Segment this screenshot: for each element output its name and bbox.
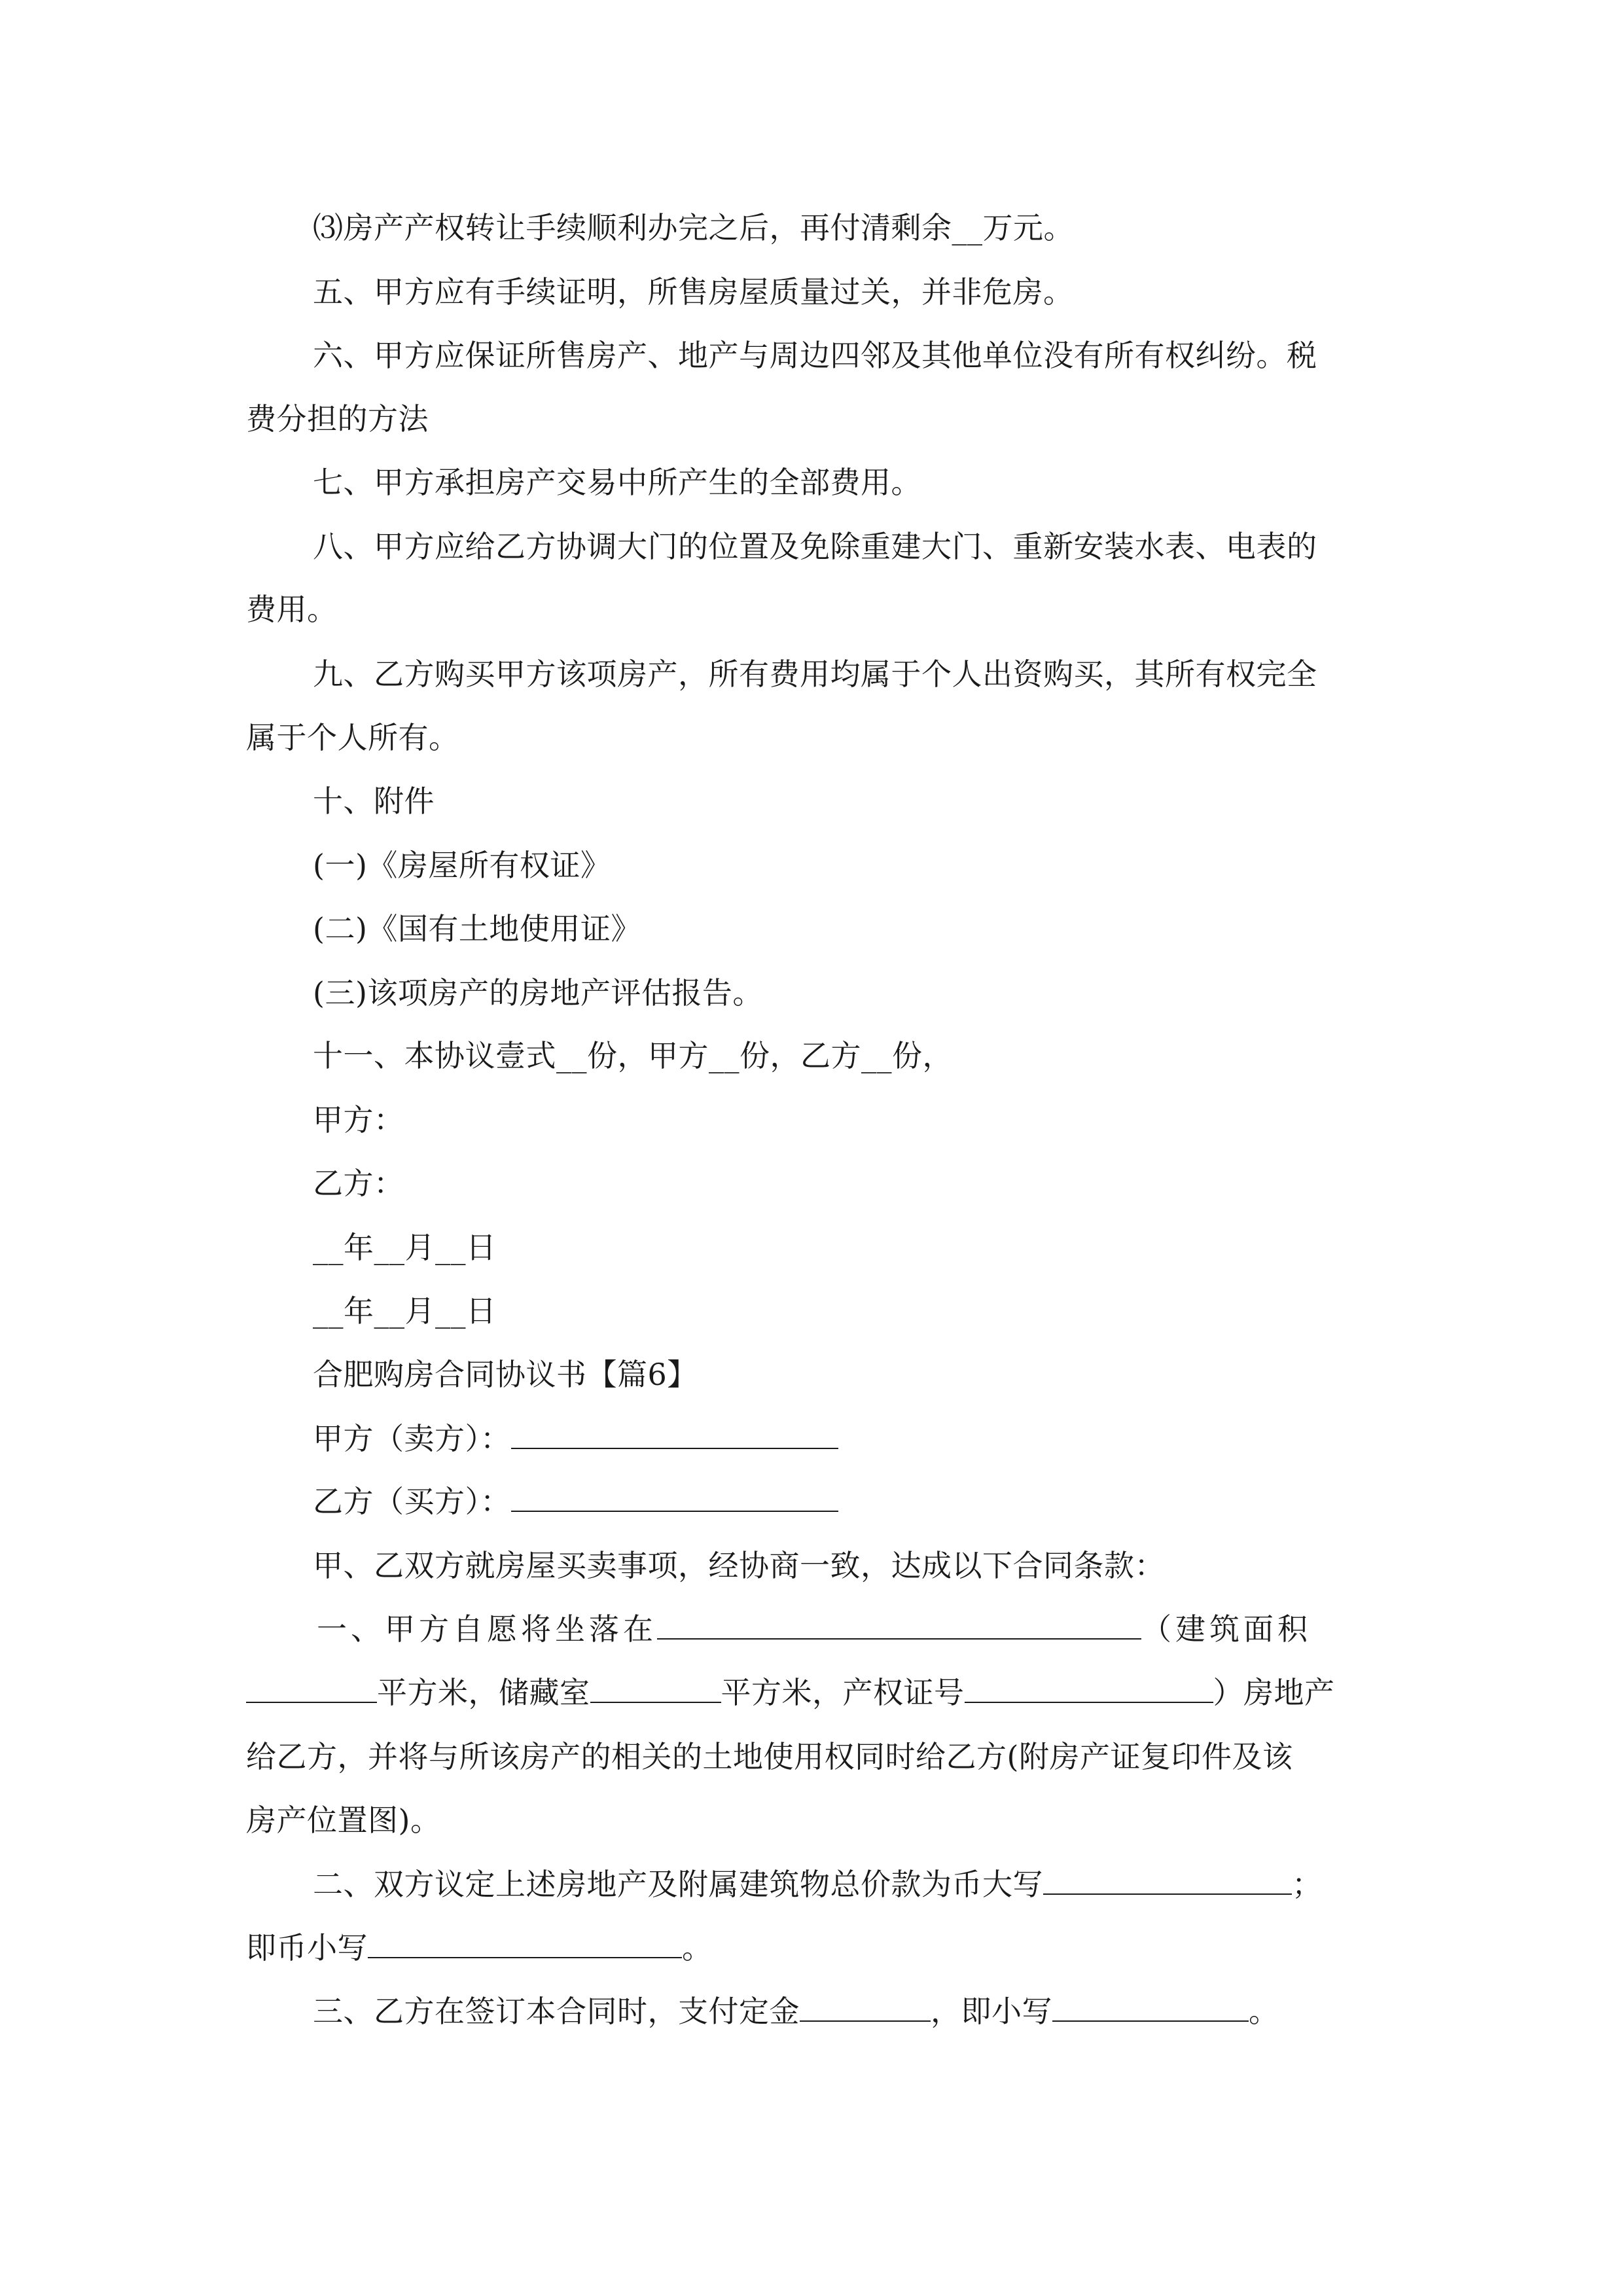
article-3-text-a: 三、乙方在签订本合同时，支付定金 [313,1994,800,2029]
paragraph-article-1 [317,1609,1311,1649]
party-a-blank [511,1420,838,1449]
article-3-text-b: ，即小写 [931,1994,1052,2029]
article-2-text-a: 二、双方议定上述房地产及附属建筑物总价款为币大写 [313,1867,1043,1902]
article-3-text-c: 。 [1249,1994,1279,2029]
price-lowercase-blank [368,1929,682,1958]
party-a-seller-label: 甲方（卖方）： [313,1421,511,1456]
article-1-text-b: （建筑面积 [1141,1611,1311,1647]
article-1-text-e: ）房地产 [1213,1675,1335,1710]
article-1-text-d: 平方米，产权证号 [721,1675,965,1710]
area-blank [246,1674,377,1703]
attachment-3: (三)该项房产的房地产评估报告。 [313,975,763,1011]
paragraph-clause-8-cont: 费用。 [246,592,338,627]
paragraph-article-1-cont2: 给乙方，并将与所该房产的相关的土地使用权同时给乙方(附房产证复印件及该 [246,1739,1293,1774]
paragraph-payment-3: ⑶房产产权转让手续顺利办完之后，再付清剩余__万元。 [313,210,1074,245]
paragraph-clause-9-cont: 属于个人所有。 [246,720,459,755]
price-uppercase-blank [1043,1866,1292,1895]
signature-party-b: 乙方： [313,1166,404,1201]
article-2-text-b: ； [1292,1867,1323,1902]
paragraph-clause-7: 七、甲方承担房产交易中所产生的全部费用。 [313,465,921,500]
paragraph-clause-6: 六、甲方应保证所售房产、地产与周边四邻及其他单位没有所有权纠纷。税 [313,338,1317,373]
storage-area-blank [590,1674,721,1703]
date-line-a: __年__月__日 [313,1230,497,1265]
paragraph-article-2-cont [246,1928,713,1967]
party-b-blank [511,1483,838,1512]
paragraph-clause-9: 九、乙方购买甲方该项房产，所有费用均属于个人出资购买，其所有权完全 [313,656,1317,692]
paragraph-clause-5: 五、甲方应有手续证明，所售房屋质量过关，并非危房。 [313,274,1074,310]
section-heading: 合肥购房合同协议书【篇6】 [313,1357,698,1392]
paragraph-article-1-cont [246,1673,1335,1712]
paragraph-article-3 [313,1992,1279,2031]
article-1-text-c: 平方米，储藏室 [377,1675,590,1710]
paragraph-article-1-cont3: 房产位置图)。 [246,1803,441,1838]
deposit-lowercase-blank [1052,1993,1249,2022]
deposit-blank [800,1993,931,2022]
paragraph-clause-10: 十、附件 [313,783,435,819]
article-2-text-c: 即币小写 [246,1930,368,1965]
paragraph-clause-6-cont: 费分担的方法 [246,401,429,437]
attachment-2: (二)《国有土地使用证》 [313,911,641,946]
paragraph-article-2 [313,1865,1323,1904]
article-1-text-a: 一、甲方自愿将坐落在 [317,1611,657,1647]
paragraph-clause-8: 八、甲方应给乙方协调大门的位置及免除重建大门、重新安装水表、电表的 [313,529,1317,564]
paragraph-clause-11: 十一、本协议壹式__份，甲方__份，乙方__份， [313,1038,953,1073]
party-b-buyer-label: 乙方（买方）： [313,1484,511,1519]
paragraph-intro: 甲、乙双方就房屋买卖事项，经协商一致，达成以下合同条款： [313,1548,1165,1583]
location-blank [657,1611,1141,1640]
article-2-text-d: 。 [682,1930,713,1965]
attachment-1: (一)《房屋所有权证》 [313,848,611,883]
signature-party-a: 甲方： [313,1102,404,1138]
party-b-buyer-line [313,1482,838,1521]
date-line-b: __年__月__日 [313,1293,497,1329]
certificate-number-blank [965,1674,1213,1703]
party-a-seller-line [313,1419,838,1458]
